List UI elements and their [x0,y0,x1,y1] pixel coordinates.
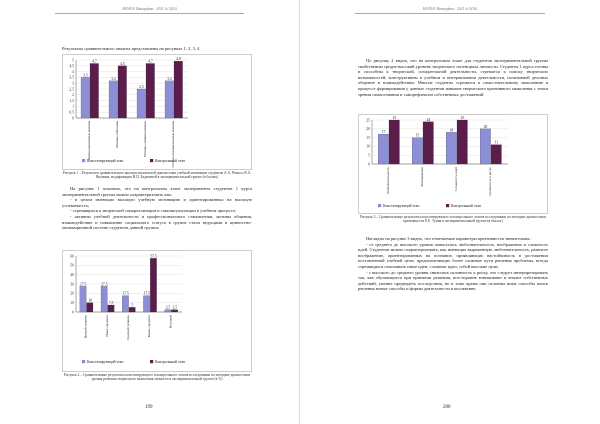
legend-label: Констатирующий этап [87,360,124,364]
bar [491,145,501,164]
data-label: 3,2 [111,76,116,81]
left-paragraph-1: На рисунке 1 показано, что на контрольном этапе эксперимента студентов 1 курса экспериментальной группы можно охарактеризовать как: - в целом имеющих высокую учебную мотивацию и ориентированных на высокую успеваемость; - стремящихся к творческой самореализации и самоактуализации в учебном процессе; - активны учебной деятельности и профессионального становления, мотивы общения, взаимодействие и повышение социального статуса в группе стали ведущими в цинностно-мотивационной системе студентов данной группы. [62,186,252,231]
header-rule [355,13,545,14]
data-label: 17 [381,130,386,135]
y-tick-label: 4,5 [69,64,74,69]
bar [108,305,114,312]
bar [174,61,183,118]
y-tick-label: 0 [72,310,74,315]
page-number: 200 [443,405,451,410]
data-label: 24 [426,117,431,122]
bar [480,129,490,164]
bar [412,138,422,164]
y-tick-label: 5 [72,58,74,63]
y-tick-label: 2,5 [69,87,74,92]
bar [81,77,90,118]
bar [87,303,93,312]
right-page [300,0,600,424]
data-label: 18 [449,128,454,133]
y-tick-label: 2 [72,93,74,98]
bar [101,286,107,312]
legend-swatch [150,360,153,363]
bar [389,120,399,164]
y-tick-label: 3,5 [69,75,74,80]
data-label: 4,7 [148,59,153,64]
legend-swatch [150,159,153,162]
y-tick-label: 40 [70,272,74,277]
category-label: Учебно-познавательные мотивы [171,121,175,168]
data-label: 27,5 [101,282,108,287]
category-label: Средний уровень [126,315,130,340]
legend-swatch [82,360,85,363]
right-paragraph-1: По рисунку 2 видно, что на контрольном этапе для студентов экспериментальной группы свойственны средне-высокий уровень творческого потенциала личности. Студенты 1 курса готовы и способны к творческой, созидательной деятельности, стремятся к поиску творческих возможностей, конструктивны в учебном и интерактивном деятельности, позитивной деловых общение и взаимодействии. Многие студенты стремятся к самостоятельному мышлению в процессе формирования у данных студентов навыков творческого креативного мышления с точки зрения самопознания и саморефлексии собственных достижений. [358,58,548,97]
chart-2-creative-thinking [62,250,252,372]
bar [90,63,99,118]
category-label: Высокий [168,315,173,329]
category-label: Мотивы избегания [115,121,119,149]
category-label: Выше среднего [147,315,152,338]
category-label: Воображение [420,167,424,187]
data-label: 4,9 [176,57,181,62]
data-label: 5 [131,303,134,308]
data-label: 15 [415,133,420,138]
bar [446,132,456,164]
legend-label: Контрольный этап [155,159,185,163]
running-header: НАУКА! Интерфакс · 2021 № 5(16) [122,7,177,11]
intro-text: Результаты сравнительного анализа представлены на рисунках 1, 2, 3, 4. [62,46,201,51]
category-label: Мотивы самореализации [143,121,147,158]
figure-3-caption: Рисунок 3 – Сравнительные результаты констатирующего и контрольного этапов исследования по методике диагностики креативности Е.Е. Туник в экспериментальной группе (в баллах) [360,215,546,224]
legend-label: Контрольный этап [155,360,185,364]
bar [165,81,174,118]
data-label: 4,5 [120,61,125,66]
y-tick-label: 20 [70,291,74,296]
bar [150,258,156,312]
y-tick-label: 0 [72,116,74,121]
bar [171,310,177,312]
y-tick-label: 50 [70,263,74,268]
right-paragraph-2: Наглядно на рисунке 3 видно, что отмечаемые параметры креативности значительны: - от среднего до высокого уровня повысилась любознательность, воображение и сложность идей. Студентов можно охарактеризовать, как имеющих выраженную любознательность, развитое воображение, ориентированных на познание, проявляющих настойчивость в достижении поставленной учебной цели, предпочитающих более сложные пути решения проблемы, всегда стремящихся отыскивать иные идеи, сложные идеи, собой высокие цели; - с высокого до среднего уровня снизилась склонность к риску, что следует интерпретировать так, как обучающиеся при принятии решения, всесторонне взвешивают и анализ собственных действий, умение предвидеть последствия, но в тоже время они склонны иные способы поиск решения новые способы и формы деятельности в коллективе. [358,236,548,292]
data-label: 17,5 [143,291,150,296]
category-label: Любознательность [386,167,390,195]
data-label: 25 [392,116,397,120]
data-label: 3,2 [167,76,172,81]
y-tick-label: 60 [70,254,74,259]
category-label: Сложность идей [454,167,458,191]
category-label: Ниже среднего [104,315,109,337]
data-label: 3,5 [83,73,88,78]
y-tick-label: 0 [368,162,370,167]
y-tick-label: 30 [70,282,74,287]
chart-3-creativity [358,114,548,214]
category-label: Коммуникативные мотивы [87,121,91,160]
bar [109,81,118,118]
running-header: НАУКА! Интерфакс · 2021 № 5(16) [422,7,478,11]
data-label: 20 [483,124,488,129]
y-tick-label: 15 [366,135,370,140]
y-tick-label: 1 [72,104,74,109]
category-label: Склонность к риску [488,167,492,196]
y-tick-label: 10 [366,144,370,149]
y-tick-label: 0,5 [69,110,74,115]
y-tick-label: 5 [368,153,370,158]
legend-swatch [82,159,85,162]
data-label: 2,5 [139,85,144,89]
list-item: - стремящихся к творческой самореализации и самоактуализации в учебном процессе; [70,208,237,214]
bar [137,89,146,118]
data-label: 27,5 [80,282,87,287]
legend-swatch [446,204,449,207]
y-tick-label: 3 [72,81,74,86]
bar [165,310,171,312]
data-label: 57,5 [150,254,157,259]
category-label: Низкий уровень [83,315,88,339]
data-label: 17,5 [122,291,129,296]
bar [118,66,127,118]
bar [423,122,433,164]
bar [80,286,86,312]
data-label: 25 [460,116,465,120]
figure-1-caption: Рисунок 1 – Результаты сравнительного анализа показателей диагностики учебной мотивации студентов А.А. Реана и В.А. Якунина, модификация Н.Ц. Бадмаевой в экспериментальной группе (в баллах) [62,171,252,180]
bar [146,63,155,118]
list-item: - в целом имеющих высокую учебную мотивацию и ориентированных на высокую успеваемость; [62,197,252,208]
data-label: 7,5 [108,301,114,305]
list-item: - активны учебной деятельности и профессионального становления, мотивы общения, взаимодействие и повышение социального статуса в группе стали ведущими в цинностно-мотивационной системе студентов данной группы. [62,213,252,231]
legend-label: Констатирующий этап [383,204,420,208]
y-tick-label: 20 [366,127,370,132]
list-item: - от среднего до высокого уровня повысилась любознательность, воображение и сложность идей. Студентов можно охарактеризовать, как имеющих выраженную любознательность, развитое воображение, ориентированных на познание, проявляющих настойчивость в достижении поставленной учебной цели, предпочитающих более сложные пути решения проблемы, всегда стремящихся отыскивать иные идеи, сложные идеи, собой высокие цели; [358,241,548,269]
y-tick-label: 1,5 [69,98,74,103]
legend-label: Контрольный этап [451,204,481,208]
page-number: 199 [145,405,153,410]
bar [457,120,467,164]
bar [378,134,388,164]
y-tick-label: 4 [72,69,74,74]
chart-1-motivation [62,54,252,170]
data-label: 10 [88,298,92,303]
bar [122,296,128,312]
data-label: 2,5 [172,305,178,310]
bar [129,307,135,312]
data-label: 2,5 [165,305,171,310]
bar [143,296,149,312]
legend-label: Констатирующий этап [87,159,124,163]
header-rule [55,13,244,14]
y-tick-label: 25 [366,118,370,123]
list-item: - с высокого до среднего уровня снизилась склонность к риску, что следует интерпретировать так, как обучающиеся при принятии решения, всесторонне взвешивают и анализ собственных действий, умение предвидеть последствия, но в тоже время они склонны иные способы поиск решения новые способы и формы деятельности в коллективе. [358,269,548,292]
legend-swatch [378,204,381,207]
figure-2-caption: Рисунок 2 – Сравнительные результаты констатирующего и контрольного этапов исследования по методике диагностики уровня развития творческого мышления личности в экспериментальной группе (в %) [64,373,250,382]
y-tick-label: 10 [70,300,74,305]
data-label: 11 [494,140,499,145]
data-label: 4,7 [92,59,97,64]
